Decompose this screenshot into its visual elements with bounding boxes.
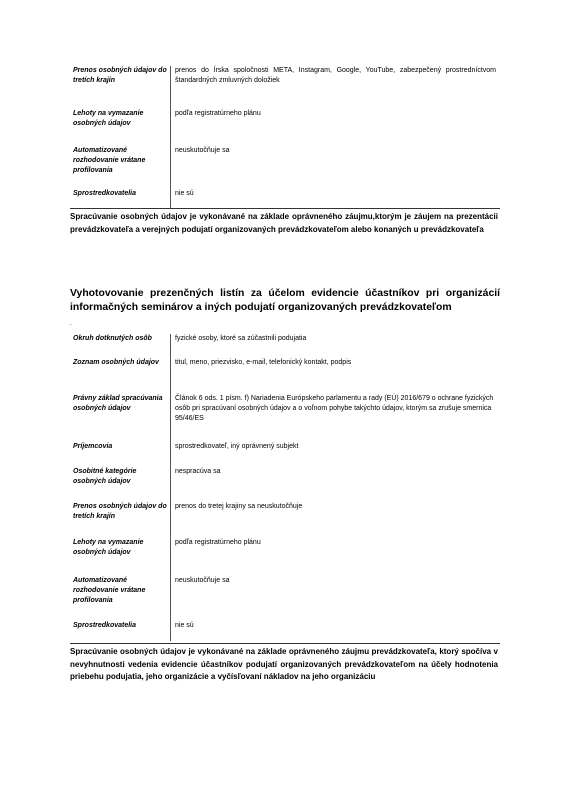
row-label: Automatizované rozhodovanie vrátane profilovania	[70, 146, 171, 189]
table-row	[70, 358, 498, 394]
row-value: sprostredkovateľ, iný oprávnený subjekt	[175, 443, 299, 450]
row-value: prenos do tretej krajiny sa neuskutočňuje	[175, 503, 303, 510]
row-label: Zoznam osobných údajov	[70, 358, 171, 394]
legal-basis-note-2: Spracúvanie osobných údajov je vykonávané na základe oprávneného záujmu prevádzkovateľa, ktorý spočíva v nevyhnutnosti vedenia evidencie účastníkov podujatí organizovaných prevádzkovateľom na účely hodnotenia priebehu podujatia, jeho organizácie a vyčísľovaní nákladov na jeho organizáciu	[70, 647, 498, 681]
table-row	[70, 394, 498, 442]
section-heading: Vyhotovovanie prezenčných listín za účelom evidencie účastníkov pri organizácií informačných seminárov a iných podujatí organizovaných prevádzkovateľom	[70, 288, 500, 313]
table-row	[70, 109, 498, 146]
row-label: Prenos osobných údajov do tretích krajín	[70, 66, 171, 109]
table-row	[70, 467, 498, 502]
table-bottom-rule	[70, 643, 500, 644]
row-label: Prenos osobných údajov do tretích krajín	[70, 502, 171, 538]
row-label: Sprostredkovatelia	[70, 189, 171, 209]
row-value: fyzické osoby, ktoré sa zúčastnili podujatia	[175, 335, 307, 342]
row-label: Automatizované rozhodovanie vrátane profilovania	[70, 576, 171, 621]
row-label: Príjemcovia	[70, 442, 171, 467]
row-value: nie sú	[175, 190, 194, 197]
row-label: Právny základ spracúvania osobných údajov	[70, 394, 171, 442]
records-table-2	[70, 334, 498, 641]
table-row	[70, 576, 498, 621]
stray-dot: .	[70, 321, 72, 327]
table-row	[70, 442, 498, 467]
table-bottom-rule	[70, 208, 500, 209]
row-label: Sprostredkovatelia	[70, 621, 171, 641]
table-row	[70, 146, 498, 189]
row-value: neuskutočňuje sa	[175, 577, 230, 584]
row-value: nie sú	[175, 622, 194, 629]
row-label: Lehoty na vymazanie osobných údajov	[70, 538, 171, 576]
row-label: Osobitné kategórie osobných údajov	[70, 467, 171, 502]
legal-basis-note-1: Spracúvanie osobných údajov je vykonávané na základe oprávneného záujmu,ktorým je záujem na prezentácii prevádzkovateľa a verejných podujatí organizovaných prevádzkovateľom alebo konaných u prevádzkovateľa	[70, 212, 498, 234]
table-row	[70, 502, 498, 538]
row-label: Lehoty na vymazanie osobných údajov	[70, 109, 171, 146]
table-row	[70, 66, 498, 109]
row-value: podľa registratúrneho plánu	[175, 539, 261, 546]
table-row	[70, 189, 498, 209]
row-value: prenos do Írska spoločnosti META, Instagram, Google, YouTube, zabezpečený prostredníctvom štandardných zmluvných doložiek	[175, 67, 496, 84]
row-value: nespracúva sa	[175, 468, 221, 475]
row-label: Okruh dotknutých osôb	[70, 334, 171, 358]
table-row	[70, 621, 498, 641]
row-value: neuskutočňuje sa	[175, 147, 230, 154]
records-table-1	[70, 66, 498, 209]
table-row	[70, 334, 498, 358]
table-row	[70, 538, 498, 576]
row-value: titul, meno, priezvisko, e-mail, telefonický kontakt, podpis	[175, 359, 352, 366]
row-value: podľa registratúrneho plánu	[175, 110, 261, 117]
row-value: Článok 6 ods. 1 písm. f) Nariadenia Európskeho parlamentu a rady (EÚ) 2016/679 o ochrane fyzických osôb pri spracúvaní osobných údajov a o voľnom pohybe takýchto údajov, ktorým sa zrušuje smernica 95/46/ES	[175, 395, 494, 422]
